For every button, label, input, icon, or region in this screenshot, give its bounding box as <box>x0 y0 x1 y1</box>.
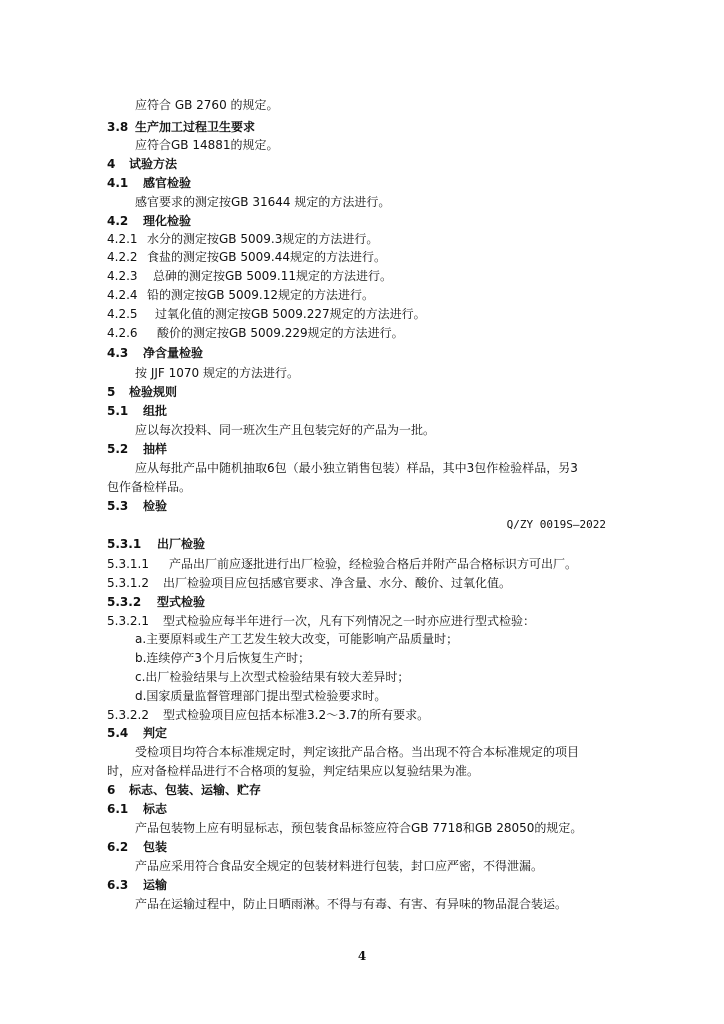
section-heading-6-2: 6.2 包装 <box>107 840 168 854</box>
clause-5-3-1-1: 5.3.1.1 产品出厂前应逐批进行出厂检验，经检验合格后并附产品合格标识方可出厂。 <box>107 557 578 571</box>
section-heading-5: 5 检验规则 <box>107 385 178 399</box>
clause-4-2-4: 4.2.4 铅的测定按GB 5009.12规定的方法进行。 <box>107 288 374 302</box>
page-number: 4 <box>357 949 367 963</box>
clause-4-2-6: 4.2.6 酸价的测定按GB 5009.229规定的方法进行。 <box>107 326 404 340</box>
section-heading-4-2: 4.2 理化检验 <box>107 214 192 228</box>
standard-code: Q/ZY 0019S—2022 <box>506 518 606 531</box>
section-heading-6-1: 6.1 标志 <box>107 802 168 816</box>
body-line: 感官要求的测定按GB 31644 规定的方法进行。 <box>135 195 391 209</box>
list-item-c: c.出厂检验结果与上次型式检验结果有较大差异时； <box>135 670 410 684</box>
section-heading-5-3: 5.3 检验 <box>107 499 168 513</box>
body-line: 应符合 GB 2760 的规定。 <box>135 98 279 112</box>
body-line: 产品应采用符合食品安全规定的包装材料进行包装，封口应严密，不得泄漏。 <box>135 859 544 873</box>
list-item-b: b.连续停产3个月后恢复生产时； <box>135 651 311 665</box>
clause-4-2-3: 4.2.3 总砷的测定按GB 5009.11规定的方法进行。 <box>107 269 392 283</box>
section-heading-4-1: 4.1 感官检验 <box>107 176 192 190</box>
body-line: 应符合GB 14881的规定。 <box>135 138 279 152</box>
clause-5-3-2-1: 5.3.2.1 型式检验应每半年进行一次，凡有下列情况之一时亦应进行型式检验： <box>107 614 536 628</box>
clause-4-2-5: 4.2.5 过氧化值的测定按GB 5009.227规定的方法进行。 <box>107 307 426 321</box>
section-heading-4-3: 4.3 净含量检验 <box>107 346 204 360</box>
list-item-d: d.国家质量监督管理部门提出型式检验要求时。 <box>135 689 387 703</box>
section-heading-5-4: 5.4 判定 <box>107 726 168 740</box>
body-line: 产品包装物上应有明显标志，预包装食品标签应符合GB 7718和GB 28050的规定。 <box>135 821 583 835</box>
body-line: 按 JJF 1070 规定的方法进行。 <box>135 366 299 380</box>
section-heading-5-1: 5.1 组批 <box>107 404 168 418</box>
section-heading-6: 6 标志、包装、运输、贮存 <box>107 783 262 797</box>
section-heading-5-3-2: 5.3.2 型式检验 <box>107 595 206 609</box>
body-line: 时，应对备检样品进行不合格项的复验，判定结果应以复验结果为准。 <box>107 764 480 778</box>
clause-4-2-2: 4.2.2 食盐的测定按GB 5009.44规定的方法进行。 <box>107 250 386 264</box>
section-heading-5-2: 5.2 抽样 <box>107 442 168 456</box>
body-line: 应从每批产品中随机抽取6包（最小独立销售包装）样品，其中3包作检验样品，另3 <box>135 461 578 475</box>
body-line: 包作备检样品。 <box>107 480 192 494</box>
section-heading-3-8: 3.8 生产加工过程卫生要求 <box>107 120 256 134</box>
body-line: 产品在运输过程中，防止日晒雨淋。不得与有毒、有害、有异味的物品混合装运。 <box>135 897 568 911</box>
clause-4-2-1: 4.2.1 水分的测定按GB 5009.3规定的方法进行。 <box>107 232 379 246</box>
clause-5-3-2-2: 5.3.2.2 型式检验项目应包括本标准3.2～3.7的所有要求。 <box>107 708 430 722</box>
body-line: 受检项目均符合本标准规定时，判定该批产品合格。当出现不符合本标准规定的项目 <box>135 745 580 759</box>
list-item-a: a.主要原料或生产工艺发生较大改变，可能影响产品质量时； <box>135 632 459 646</box>
section-heading-6-3: 6.3 运输 <box>107 878 168 892</box>
body-line: 应以每次投料、同一班次生产且包装完好的产品为一批。 <box>135 423 436 437</box>
section-heading-4: 4 试验方法 <box>107 157 178 171</box>
clause-5-3-1-2: 5.3.1.2 出厂检验项目应包括感官要求、净含量、水分、酸价、过氧化值。 <box>107 576 512 590</box>
section-heading-5-3-1: 5.3.1 出厂检验 <box>107 537 206 551</box>
